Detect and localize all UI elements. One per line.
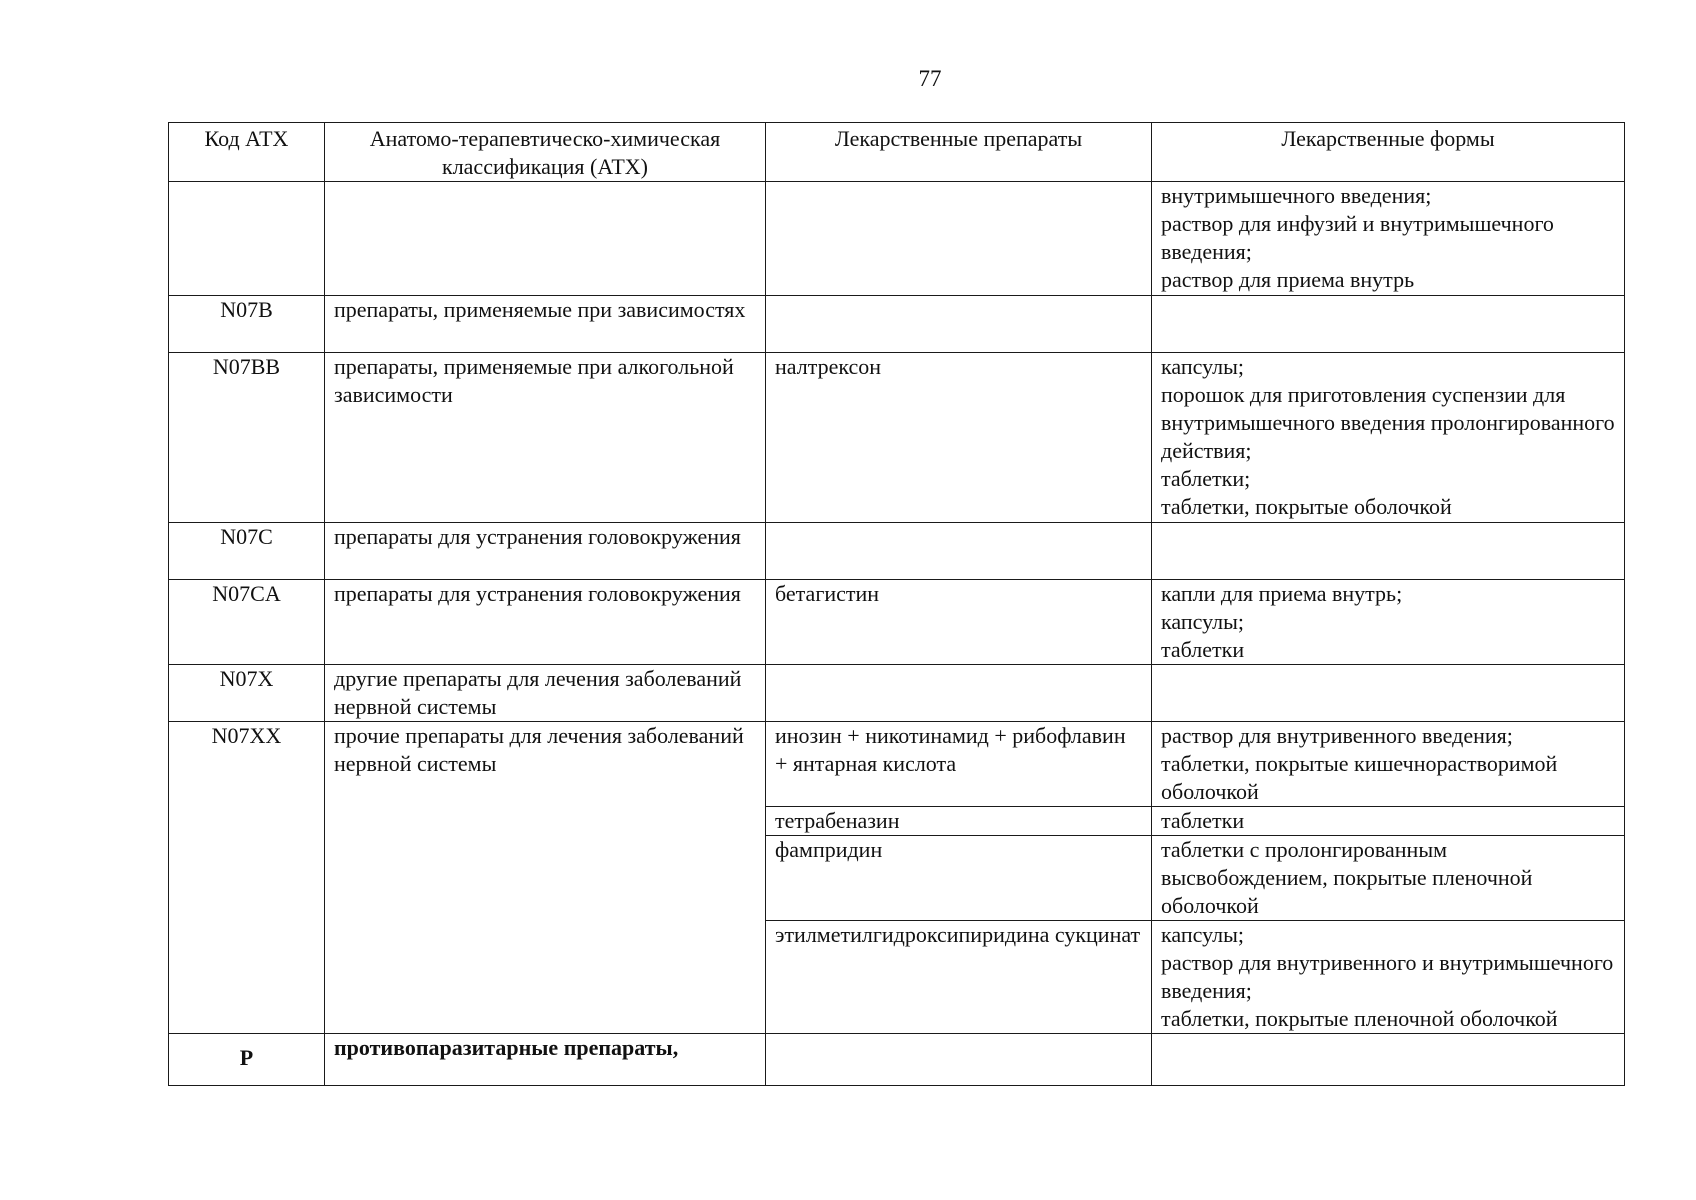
form-line: порошок для приготовления суспензии для внутримышечного введения пролонгированного действия; xyxy=(1161,382,1615,463)
table-row xyxy=(169,523,1625,580)
row-classification: препараты для устранения головокружения xyxy=(325,523,766,580)
header-drugs: Лекарственные препараты xyxy=(766,123,1152,182)
row-drug xyxy=(766,1034,1152,1086)
form-line: капсулы; xyxy=(1161,354,1244,379)
row-code: P xyxy=(169,1034,325,1086)
row-drug xyxy=(766,182,1152,296)
row-forms xyxy=(1152,182,1625,296)
form-line: внутримышечного введения; xyxy=(1161,183,1432,208)
row-code: N07X xyxy=(169,665,325,722)
row-code: N07XX xyxy=(169,722,325,1034)
form-line: таблетки, покрытые кишечнорастворимой оболочкой xyxy=(1161,751,1558,804)
row-forms xyxy=(1152,523,1625,580)
row-forms xyxy=(1152,722,1625,807)
row-code: N07BB xyxy=(169,353,325,523)
header-code: Код АТХ xyxy=(169,123,325,182)
row-classification: другие препараты для лечения заболеваний нервной системы xyxy=(325,665,766,722)
form-line: раствор для внутривенного и внутримышечного введения; xyxy=(1161,950,1614,1003)
row-classification: противопаразитарные препараты, xyxy=(325,1034,766,1086)
atx-table xyxy=(168,122,1625,1086)
table-row xyxy=(169,1034,1625,1086)
row-forms xyxy=(1152,580,1625,665)
header-forms: Лекарственные формы xyxy=(1152,123,1625,182)
row-code xyxy=(169,182,325,296)
row-forms xyxy=(1152,1034,1625,1086)
table-row xyxy=(169,182,1625,296)
form-line: капсулы; xyxy=(1161,609,1244,634)
form-line: таблетки xyxy=(1161,637,1245,662)
row-code: N07B xyxy=(169,296,325,353)
row-drug: тетрабеназин xyxy=(766,807,1152,836)
row-drug: бетагистин xyxy=(766,580,1152,665)
table-row xyxy=(169,296,1625,353)
form-line: раствор для приема внутрь xyxy=(1161,267,1415,292)
form-line: таблетки, покрытые пленочной оболочкой xyxy=(1161,1006,1558,1031)
form-line: таблетки xyxy=(1161,808,1245,833)
form-line: раствор для внутривенного введения; xyxy=(1161,723,1513,748)
row-forms xyxy=(1152,807,1625,836)
row-classification: препараты, применяемые при алкогольной зависимости xyxy=(325,353,766,523)
row-forms xyxy=(1152,921,1625,1034)
table-header xyxy=(169,123,1625,182)
row-forms xyxy=(1152,665,1625,722)
row-drug xyxy=(766,523,1152,580)
table-row xyxy=(169,722,1625,807)
form-line: раствор для инфузий и внутримышечного введения; xyxy=(1161,211,1554,264)
row-forms xyxy=(1152,836,1625,921)
table-row xyxy=(169,665,1625,722)
form-line: таблетки, покрытые оболочкой xyxy=(1161,494,1452,519)
form-line: капсулы; xyxy=(1161,922,1244,947)
row-forms xyxy=(1152,353,1625,523)
header-classification: Анатомо-терапевтическо-химическая классификация (АТХ) xyxy=(325,123,766,182)
row-drug xyxy=(766,665,1152,722)
row-drug xyxy=(766,296,1152,353)
form-line: таблетки с пролонгированным высвобождением, покрытые пленочной оболочкой xyxy=(1161,837,1533,918)
table-row xyxy=(169,353,1625,523)
row-drug: инозин + никотинамид + рибофлавин + янтарная кислота xyxy=(766,722,1152,807)
row-classification: препараты для устранения головокружения xyxy=(325,580,766,665)
row-code: N07CA xyxy=(169,580,325,665)
row-classification: препараты, применяемые при зависимостях xyxy=(325,296,766,353)
row-classification xyxy=(325,182,766,296)
row-drug: фампридин xyxy=(766,836,1152,921)
row-forms xyxy=(1152,296,1625,353)
row-drug: этилметилгидроксипиридина сукцинат xyxy=(766,921,1152,1034)
table-row xyxy=(169,580,1625,665)
row-code: N07C xyxy=(169,523,325,580)
page-number: 77 xyxy=(918,66,942,91)
form-line: таблетки; xyxy=(1161,466,1251,491)
row-classification: прочие препараты для лечения заболеваний нервной системы xyxy=(325,722,766,1034)
form-line: капли для приема внутрь; xyxy=(1161,581,1403,606)
row-drug: налтрексон xyxy=(766,353,1152,523)
